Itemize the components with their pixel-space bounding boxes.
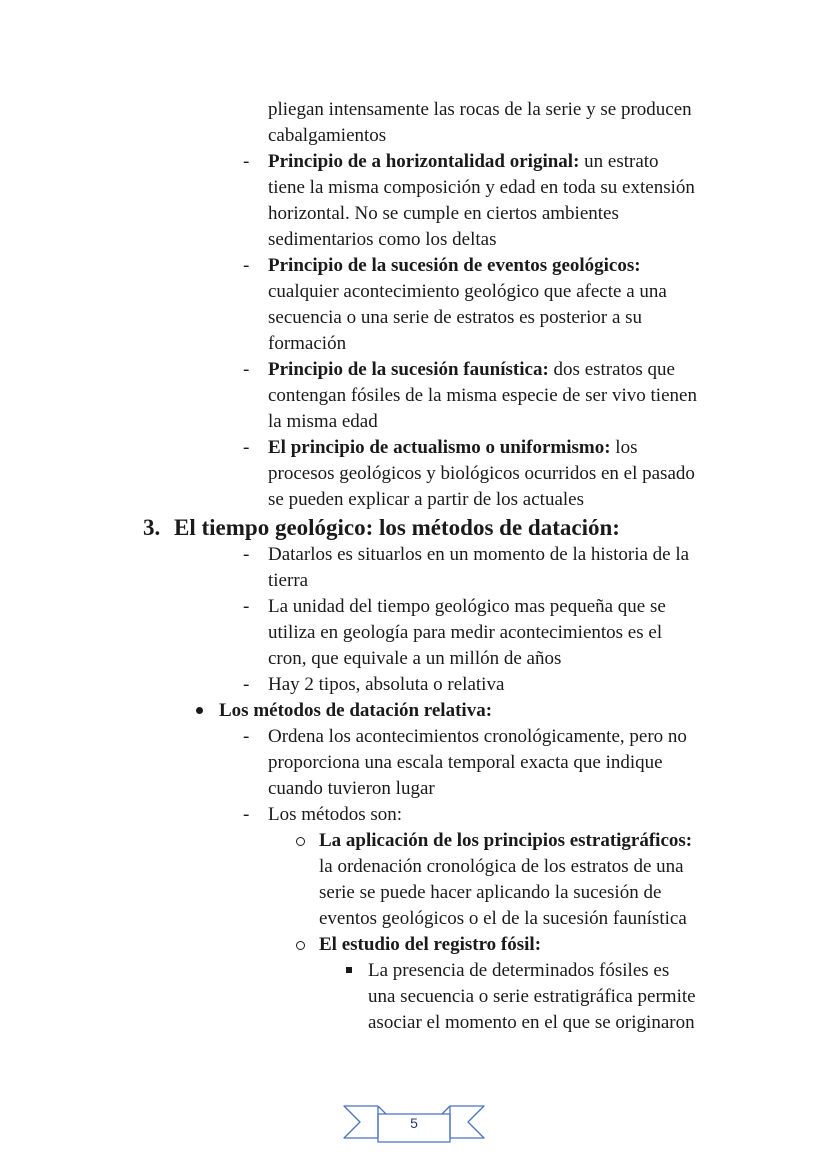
list-item-line: tierra [268,570,309,591]
principle-horizontalidad [268,149,659,175]
principle-title: El principio de actualismo o uniformismo: [268,437,611,458]
dot-bullet-icon [196,707,203,714]
principle-actualismo [268,435,637,461]
circle-bullet-icon [296,941,305,950]
fossil-point-line: asociar el momento en el que se originaron [368,1012,695,1033]
principle-title: Principio de a horizontalidad original: [268,151,580,172]
dash-bullet: - [243,359,250,380]
list-item-line: utiliza en geología para medir acontecimientos es el [268,622,663,643]
principle-text: un estrato [579,151,659,172]
principle-text: dos estratos que [548,359,675,380]
principle-text-line: secuencia o una serie de estratos es posterior a su [268,307,643,328]
dash-bullet: - [243,804,250,825]
square-bullet-icon [346,967,352,973]
principle-text-line: contengan fósiles de la misma especie de ser vivo tienen [268,385,697,406]
dash-bullet: - [243,674,250,695]
continuation-line-2: cabalgamientos [268,125,387,146]
list-item: La unidad del tiempo geológico mas pequeña que se [268,596,666,617]
list-item: Ordena los acontecimientos cronológicamente, pero no [268,726,687,747]
dash-bullet: - [243,544,250,565]
relative-methods-title: Los métodos de datación relativa: [219,700,493,721]
principle-text-line: formación [268,333,347,354]
principle-text-line: procesos geológicos y biológicos ocurridos en el pasado [268,463,695,484]
principle-text-line: se pueden explicar a partir de los actuales [268,489,584,510]
list-item: Hay 2 tipos, absoluta o relativa [268,674,505,695]
method-text-line: serie se puede hacer aplicando la sucesión de [319,882,662,903]
dash-bullet: - [243,726,250,747]
dash-bullet: - [243,437,250,458]
principle-text: los [610,437,638,458]
list-item-line: proporciona una escala temporal exacta que indique [268,752,663,773]
method-text-line: la ordenación cronológica de los estratos de una [319,856,684,877]
principle-text-line: horizontal. No se cumple en ciertos ambientes [268,203,619,224]
method-title: El estudio del registro fósil: [319,934,542,955]
section-3-heading [143,513,620,543]
section-number: 3. [143,515,161,540]
principle-faunistica [268,357,675,383]
dash-bullet: - [243,596,250,617]
principle-text-line: cualquier acontecimiento geológico que afecte a una [268,281,667,302]
section-title: El tiempo geológico: los métodos de datación: [174,515,620,540]
list-item: Datarlos es situarlos en un momento de la historia de la [268,544,690,565]
principle-text-line: la misma edad [268,411,378,432]
fossil-point-line: una secuencia o serie estratigráfica permite [368,986,696,1007]
continuation-line-1: pliegan intensamente las rocas de la serie y se producen [268,99,692,120]
dash-bullet: - [243,151,250,172]
page-number: 5 [410,1115,418,1131]
list-item-line: cron, que equivale a un millón de años [268,648,562,669]
principle-eventos [268,253,641,279]
principle-text-line: tiene la misma composición y edad en toda su extensión [268,177,695,198]
principle-title: Principio de la sucesión de eventos geológicos: [268,255,641,276]
fossil-point-line: La presencia de determinados fósiles es [368,960,670,981]
principle-title: Principio de la sucesión faunística: [268,359,549,380]
list-item-line: cuando tuvieron lugar [268,778,435,799]
circle-bullet-icon [296,837,305,846]
method-text-line: eventos geológicos o el de la sucesión faunística [319,908,687,929]
principle-text-line: sedimentarios como los deltas [268,229,497,250]
dash-bullet: - [243,255,250,276]
method-title: La aplicación de los principios estratigráficos: [319,830,693,851]
list-item: Los métodos son: [268,804,403,825]
